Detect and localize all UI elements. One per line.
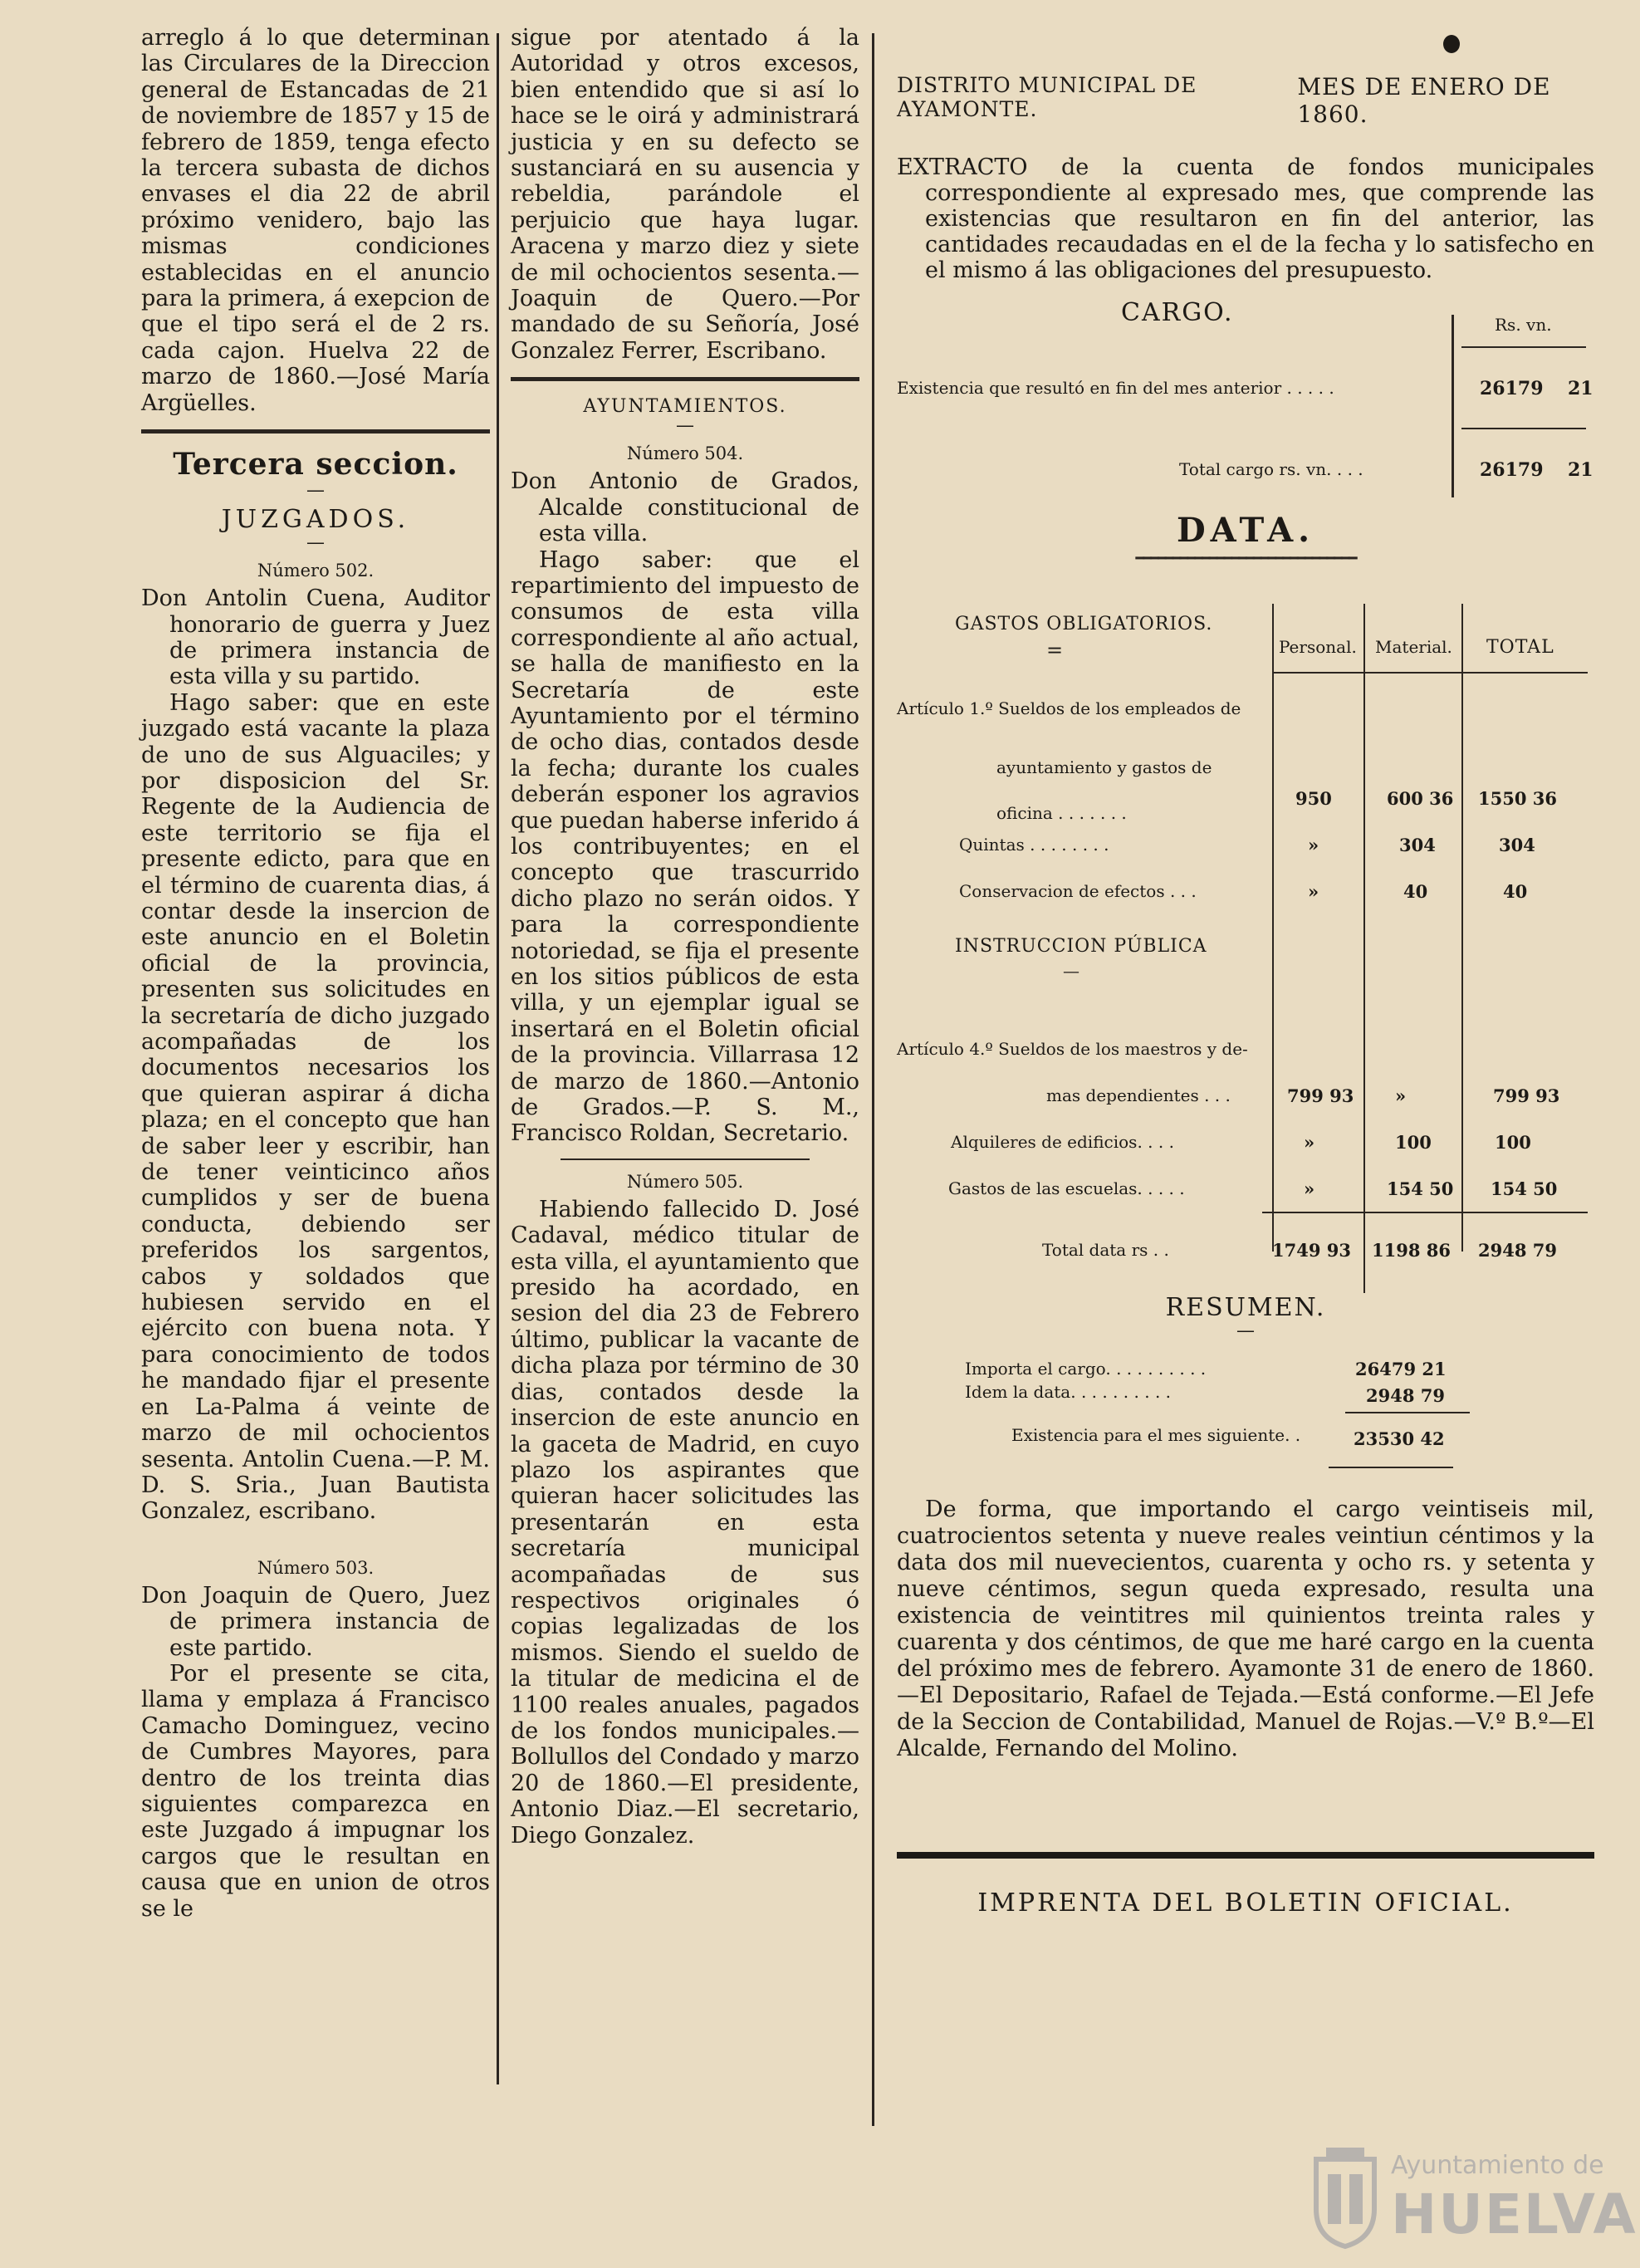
column-1 [141,25,490,1922]
dash: — [1236,1320,1255,1341]
cargo-row-cts: 21 [1568,378,1593,399]
ayuntamientos-heading: AYUNTAMIENTOS. [583,396,787,418]
dash: — [1063,961,1079,981]
row-label: Artículo 1.º Sueldos de los empleados de [897,698,1241,718]
cargo-row-rs: 26179 [1480,378,1544,399]
cell-material: 600 36 [1387,788,1454,809]
cargo-row-label: Existencia que resultó en fin del mes anterior . . . . . [897,378,1334,398]
total-personal: 1749 93 [1272,1240,1351,1261]
column-2 [511,25,859,1849]
juzgados-heading: JUZGADOS. [221,505,410,535]
paragraph: Por el presente se cita, llama y emplaza á Francisco Camacho Dominguez, vecino de Cumbres Mayores, para dentro de los treinta dias siguientes comparezca en este Juzgado á impugnar los cargos que le resultan en causa que en union de otros se le [141,1660,490,1922]
equals-mark: = [1046,639,1064,662]
resumen-cargo-label: Importa el cargo. . . . . . . . . . [965,1359,1207,1379]
cell-material: » [1395,1085,1407,1106]
resumen-data-label: Idem la data. . . . . . . . . . [965,1382,1172,1402]
cell-total: 40 [1503,881,1528,902]
table-rule [1272,604,1274,1252]
city-crest-icon [1308,2143,1383,2251]
cell-total: 1550 36 [1478,788,1557,809]
cargo-title: CARGO. [1121,298,1234,327]
paragraph: Don Antonio de Grados, Alcalde constitucional de esta villa. [511,468,859,547]
paragraph: Hago saber: que el repartimiento del impuesto de consumos de esta villa correspondiente al año actual, se halla de manifiesto en la Secretaría de este Ayuntamiento por el término de ocho dias, contados desde la fecha; durante los cuales deberán esponer los agravios que puedan haberse inferido á los contribuyentes; en el concepto que trascurrido dicho plazo no serán oidos. Y para la correspondiente notoriedad, se fija el presente en los sitios públicos de esta villa, y un ejemplar igual se insertará en el Boletin oficial de la provincia. Villarrasa 12 de marzo de 1860.—Antonio de Grados.—P. S. M., Francisco Roldan, Secretario. [511,546,859,1147]
table-rule [1461,346,1586,348]
data-table [897,571,1594,1293]
paragraph: Habiendo fallecido D. José Cadaval, médico titular de esta villa, el ayuntamiento que presido ha acordado, en sesion del dia 23 de Febrero último, publicar la vacante de dicha plaza por término de 30 dias, contados desde la insercion de este anuncio en la gaceta de Madrid, en cuyo plazo los aspirantes que quieran hacer solicitudes las presentarán en esta secretaría municipal acompañadas de sus respectivos originales ó copias legalizadas de los mismos. Siendo el sueldo de la titular de medicina el de 1100 reales anuales, pagados de los fondos municipales.—Bollullos del Condado y marzo 20 de 1860.—El presidente, Antonio Diaz.—El secretario, Diego Gonzalez. [511,1196,860,1849]
cell-personal: 950 [1295,788,1332,809]
divider [511,377,859,381]
dash: — [306,532,325,554]
paragraph: Don Antolin Cuena, Auditor honorario de guerra y Juez de primera instancia de esta villa y su partido. [141,585,490,690]
cell-personal: » [1304,1178,1315,1199]
cell-total: 799 93 [1493,1085,1560,1106]
extracto-paragraph: EXTRACTO de la cuenta de fondos municipales correspondiente al expresado mes, que comprende las existencias que resultaron en fin del anterior, las cantidades recaudadas en el de la fecha y lo satisfecho en el mismo á las obligaciones del presupuesto. [897,154,1594,283]
cargo-table [897,298,1594,506]
cargo-total-rs: 26179 [1480,459,1544,481]
col-header-material: Material. [1375,637,1452,657]
col-header-total: TOTAL [1486,637,1554,658]
watermark-line2: HUELVA [1391,2182,1638,2246]
total-label: Total data rs . . [1042,1240,1169,1260]
cargo-total-cts: 21 [1568,459,1593,481]
row-label: mas dependientes . . . [1046,1085,1231,1105]
column-3 [897,25,1594,1918]
cell-total: 100 [1495,1132,1531,1153]
cell-material: 100 [1395,1132,1432,1153]
notice-number: Número 505. [626,1171,744,1192]
row-label: ayuntamiento y gastos de oficina . . . . . . . [996,757,1212,823]
paragraph: sigue por atentado á la Autoridad y otros excesos, bien entendido que si así lo hace se le oirá y administrará justicia y en su defecto se sustanciará en su ausencia y rebeldia, parándole el perjuicio que haya lugar. Aracena y marzo diez y siete de mil ochocientos sesenta.—Joaquin de Quero.—Por mandado de su Señoría, José Gonzalez Ferrer, Escribano. [511,25,859,364]
row-label: Alquileres de edificios. . . . [951,1132,1174,1152]
notice-number: Número 503. [257,1557,375,1578]
instruccion-heading: INSTRUCCION PÚBLICA [955,936,1207,957]
total-material: 1198 86 [1372,1240,1451,1261]
cell-material: 304 [1399,835,1436,855]
resumen-table [897,1340,1594,1490]
cell-personal: » [1308,881,1319,902]
cell-personal: » [1308,835,1319,855]
cell-material: 40 [1403,881,1428,902]
row-label: Quintas . . . . . . . . [959,835,1109,855]
data-title: DATA. [1176,511,1315,550]
row-label: Conservacion de efectos . . . [959,881,1197,901]
ornament-rule: ━━━━━━━━━━━━━━━━━━━━━━━━━━━━━━ [1135,550,1356,567]
gastos-heading: GASTOS OBLIGATORIOS. [955,614,1213,634]
row-label: Gastos de las escuelas. . . . . [948,1178,1185,1198]
col-header-personal: Personal. [1279,637,1357,657]
column-rule [872,33,874,2126]
table-rule [1272,672,1588,674]
divider [561,1158,810,1160]
table-rule [1461,604,1463,1252]
row-label: Artículo 4.º Sueldos de los maestros y de- [897,1039,1248,1059]
mes-label: MES DE ENERO DE 1860. [1297,73,1551,128]
resumen-exist-value: 23530 42 [1354,1428,1445,1449]
dash: — [306,480,325,502]
cell-total: 304 [1499,835,1535,855]
divider [141,429,490,434]
resumen-cargo-value: 26479 21 [1355,1359,1447,1379]
table-rule [1345,1412,1470,1413]
dash: — [676,415,694,437]
cell-total: 154 50 [1491,1178,1558,1199]
distrito-label: DISTRITO MUNICIPAL DE AYAMONTE. [897,73,1197,121]
table-rule [1461,428,1586,429]
table-rule [1329,1467,1453,1468]
cargo-total-label: Total cargo rs. vn. . . . [1179,459,1363,479]
closing-paragraph: De forma, que importando el cargo veintiseis mil, cuatrocientos setenta y nueve reales veintiun céntimos y la data dos mil nuevecientos, cuarenta y ocho rs. y setenta y nueve céntimos, segun queda expresado, resulta una existencia de veintitres mil quinientos treinta rales y cuarenta y dos céntimos, de que me haré cargo en la cuenta del próximo mes de febrero. Ayamonte 31 de enero de 1860.—El Depositario, Rafael de Tejada.—Está conforme.—El Jefe de la Seccion de Contabilidad, Manuel de Rojas.—V.º B.º—El Alcalde, Fernando del Molino. [897,1496,1594,1761]
bottom-rule [897,1852,1594,1859]
notice-number: Número 502. [257,561,375,581]
section-title: Tercera seccion. [173,447,458,483]
column-rule [497,33,499,2084]
paragraph: arreglo á lo que determinan las Circulares de la Direccion general de Estancadas de 21 de noviembre de 1857 y 15 de febrero de 1859, tenga efecto la tercera subasta de dichos envases el dia 22 de abril próximo venidero, bajo las mismas condiciones establecidas en el anuncio para la primera, á exepcion de que el tipo será el de 2 rs. cada cajon. Huelva 22 de marzo de 1860.—José María Argüelles. [141,25,490,416]
table-rule [1363,604,1365,1293]
resumen-exist-label: Existencia para el mes siguiente. . [1011,1425,1301,1445]
watermark-line1: Ayuntamiento de [1391,2151,1604,2180]
resumen-data-value: 2948 79 [1366,1385,1445,1406]
resumen-title: RESUMEN. [1165,1293,1326,1322]
account-header [897,73,1594,128]
total-total: 2948 79 [1478,1240,1557,1261]
table-rule [1262,1212,1588,1213]
paragraph: Hago saber: que en este juzgado está vacante la plaza de uno de sus Alguaciles; y por disposicion del Sr. Regente de la Audiencia de este territorio se fija el presente edicto, para que en el término de cuarenta dias, á contar desde la insercion de este anuncio en el Boletin oficial de la provincia, presenten sus solicitudes en la secretaría de dicho juzgado acompañadas de los documentos necesarios los que quieran aspirar á dicha plaza; en el concepto que han de saber leer y escribir, han de tener veinticinco años cumplidos y ser de buena conducta, debiendo ser preferidos los sargentos, cabos y soldados que hubiesen servido en el ejército con buena nota. Y para conocimiento de todos he mandado fijar el presente en La-Palma á veinte de marzo de mil ochocientos sesenta. Antolin Cuena.—P. M. D. S. Sria., Juan Bautista Gonzalez, escribano. [141,689,490,1525]
paragraph: Don Joaquin de Quero, Juez de primera instancia de este partido. [141,1582,490,1661]
imprenta-footer: IMPRENTA DEL BOLETIN OFICIAL. [977,1888,1514,1918]
table-rule [1452,315,1454,497]
cell-personal: 799 93 [1287,1085,1354,1106]
cell-material: 154 50 [1387,1178,1454,1199]
watermark [1308,2143,1638,2267]
cargo-unit: Rs. vn. [1495,315,1552,335]
cell-personal: » [1304,1132,1315,1153]
notice-number: Número 504. [626,443,744,464]
